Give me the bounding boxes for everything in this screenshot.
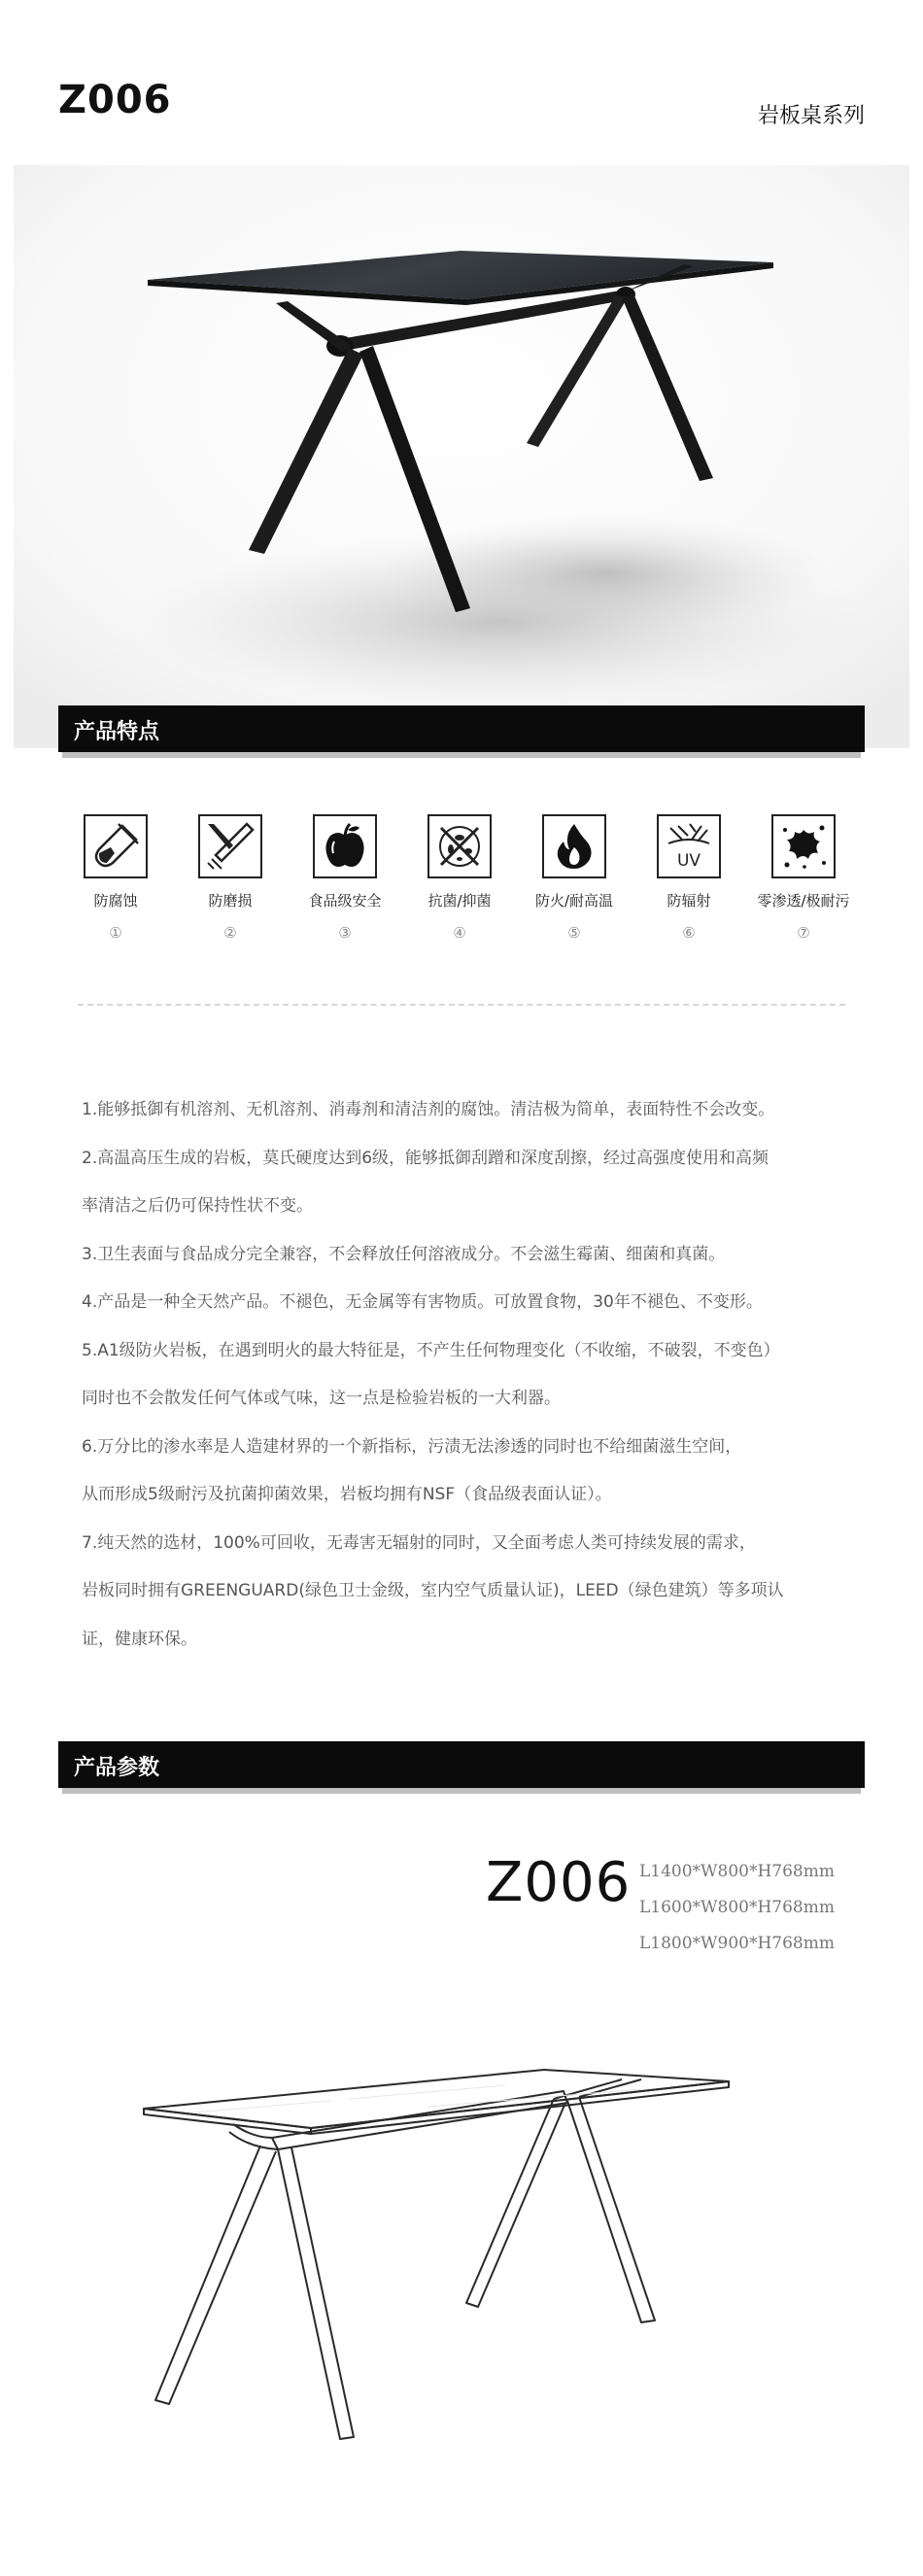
table-line-drawing	[136, 2031, 874, 2536]
feature-fireproof	[517, 814, 632, 942]
feature-label: 抗菌/抑菌	[427, 892, 492, 910]
description-line: 5.A1级防火岩板，在遇到明火的最大特征是，不产生任何物理变化（不收缩，不破裂，不变色）	[82, 1340, 780, 1360]
svg-text:UV: UV	[676, 851, 701, 871]
description-line: 证，健康环保。	[82, 1629, 197, 1649]
stain-splash-icon	[777, 820, 830, 873]
features-section-title: 产品特点	[74, 720, 160, 744]
feature-number: ②	[223, 924, 237, 942]
features-section-bar	[58, 705, 865, 752]
feature-label: 防磨损	[208, 892, 253, 910]
description-line: 率清洁之后仍可保持性状不变。	[82, 1196, 313, 1216]
apple-icon	[319, 820, 371, 873]
test-tube-icon	[89, 820, 142, 873]
feature-number: ⑥	[682, 924, 696, 942]
feature-antibacterial	[402, 814, 517, 942]
flame-icon	[548, 820, 600, 873]
description-line: 7.纯天然的选材，100%可回收，无毒害无辐射的同时，又全面考虑人类可持续发展的需求，	[82, 1532, 756, 1553]
series-label: 岩板桌系列	[757, 104, 865, 128]
params-model-name: Z006	[486, 1851, 632, 1914]
description-line: 2.高温高压生成的岩板，莫氏硬度达到6级，能够抵御刮蹭和深度刮擦，经过高强度使用和高频	[82, 1148, 769, 1168]
hero-table-photo	[14, 165, 909, 748]
feature-corrosion	[58, 814, 173, 942]
feature-anti-radiation	[632, 814, 746, 942]
product-model-title: Z006	[58, 78, 172, 122]
dashed-divider	[78, 1004, 845, 1006]
params-section-title: 产品参数	[74, 1756, 160, 1780]
feature-stain-resistant	[746, 814, 861, 942]
description-line: 4.产品是一种全天然产品。不褪色，无金属等有害物质。可放置食物，30年不褪色、不变形。	[82, 1292, 763, 1312]
feature-label: 零渗透/极耐污	[757, 892, 850, 910]
params-size-list	[639, 1854, 835, 1962]
description-line: 3.卫生表面与食品成分完全兼容，不会释放任何溶液成分。不会滋生霉菌、细菌和真菌。	[82, 1244, 726, 1264]
feature-wear	[173, 814, 288, 942]
size-spec: L1400*W800*H768mm	[639, 1862, 835, 1881]
description-line: 岩板同时拥有GREENGUARD(绿色卫士金级，室内空气质量认证)，LEED（绿色建筑）等多项认	[82, 1581, 784, 1600]
bacteria-prohibited-icon	[433, 820, 486, 873]
uv-icon	[663, 820, 715, 873]
feature-label: 食品级安全	[308, 892, 382, 910]
size-spec: L1600*W800*H768mm	[639, 1898, 835, 1917]
feature-number: ⑦	[797, 924, 810, 942]
feature-description	[82, 1086, 849, 1664]
size-spec: L1800*W900*H768mm	[639, 1934, 835, 1953]
feature-number: ①	[109, 924, 122, 942]
feature-icons-row	[58, 814, 865, 960]
description-line: 6.万分比的渗水率是人造建材界的一个新指标，污渍无法渗透的同时也不给细菌滋生空间，	[82, 1436, 742, 1457]
feature-number: ④	[453, 924, 466, 942]
description-line: 1.能够抵御有机溶剂、无机溶剂、消毒剂和清洁剂的腐蚀。清洁极为简单，表面特性不会改变。	[82, 1100, 775, 1119]
description-line: 从而形成5级耐污及抗菌抑菌效果，岩板均拥有NSF（食品级表面认证）。	[82, 1485, 612, 1504]
params-section-bar	[58, 1741, 865, 1788]
feature-label: 防腐蚀	[93, 892, 138, 910]
feature-food-safe	[288, 814, 402, 942]
feature-number: ③	[338, 924, 352, 942]
feature-label: 防辐射	[667, 892, 711, 910]
knife-scratch-icon	[204, 820, 256, 873]
feature-label: 防火/耐高温	[534, 892, 614, 910]
feature-number: ⑤	[567, 924, 581, 942]
description-line: 同时也不会散发任何气体或气味，这一点是检验岩板的一大利器。	[82, 1389, 561, 1408]
